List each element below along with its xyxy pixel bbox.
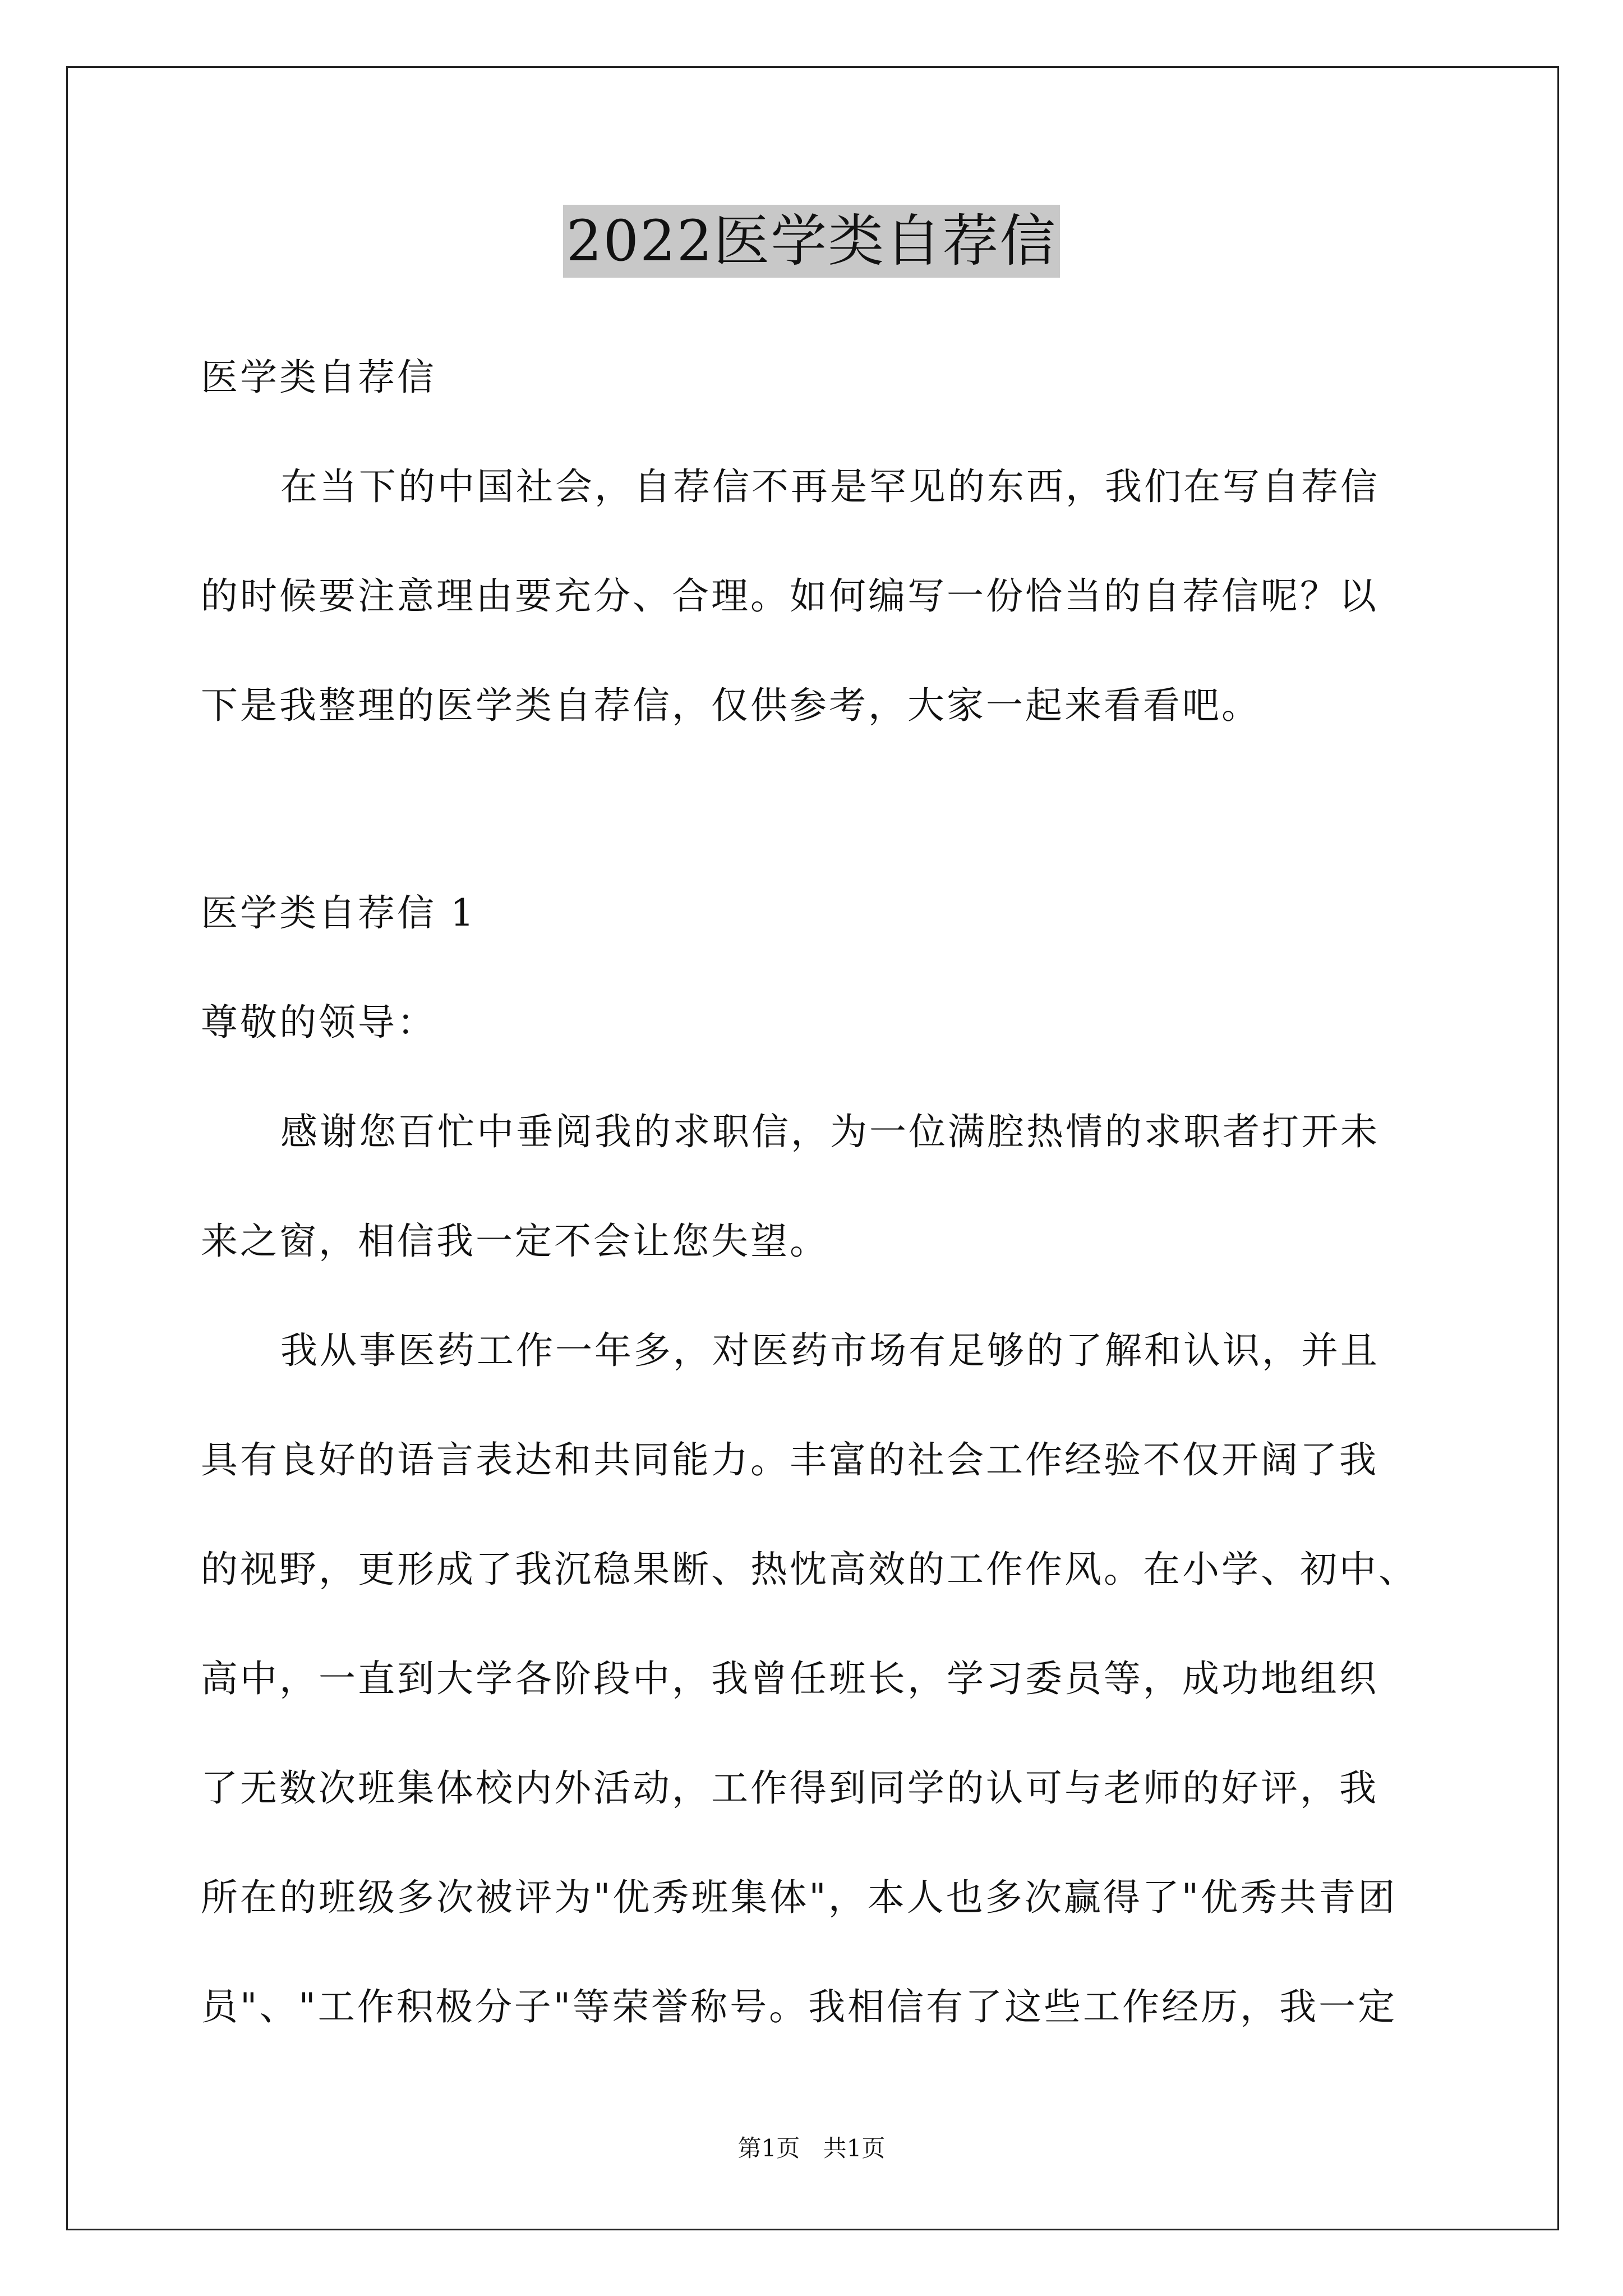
- paragraph-line: 员"、"工作积极分子"等荣誉称号。我相信有了这些工作经历，我一定: [201, 1985, 1398, 2028]
- title-container: [0, 205, 1623, 278]
- document-title: 2022医学类自荐信: [563, 205, 1061, 278]
- paragraph-line: 具有良好的语言表达和共同能力。丰富的社会工作经验不仅开阔了我: [201, 1438, 1378, 1481]
- paragraph-line: 的视野，更形成了我沉稳果断、热忱高效的工作作风。在小学、初中、: [201, 1548, 1418, 1591]
- paragraph-line: 的时候要注意理由要充分、合理。如何编写一份恰当的自荐信呢？以: [201, 574, 1378, 618]
- paragraph-line: 下是我整理的医学类自荐信，仅供参考，大家一起来看看吧。: [201, 684, 1261, 727]
- paragraph-line: 所在的班级多次被评为"优秀班集体"，本人也多次赢得了"优秀共青团: [201, 1876, 1398, 1919]
- letter-heading: 医学类自荐信 1: [201, 891, 476, 935]
- salutation: 尊敬的领导：: [201, 1001, 436, 1044]
- page-total: 共1页: [823, 2134, 886, 2162]
- page-number: 第1页: [737, 2134, 800, 2162]
- section-heading: 医学类自荐信: [201, 356, 436, 399]
- paragraph-line: 了无数次班集体校内外活动，工作得到同学的认可与老师的好评，我: [201, 1766, 1378, 1810]
- paragraph-line: 来之窗，相信我一定不会让您失望。: [201, 1220, 829, 1263]
- paragraph-line: 感谢您百忙中垂阅我的求职信，为一位满腔热情的求职者打开未: [280, 1110, 1380, 1153]
- paragraph-line: 在当下的中国社会，自荐信不再是罕见的东西，我们在写自荐信: [280, 465, 1380, 508]
- paragraph-line: 我从事医药工作一年多，对医药市场有足够的了解和认识，并且: [280, 1329, 1380, 1372]
- paragraph-line: 高中，一直到大学各阶段中，我曾任班长，学习委员等，成功地组织: [201, 1657, 1378, 1700]
- page-footer: [0, 2132, 1623, 2165]
